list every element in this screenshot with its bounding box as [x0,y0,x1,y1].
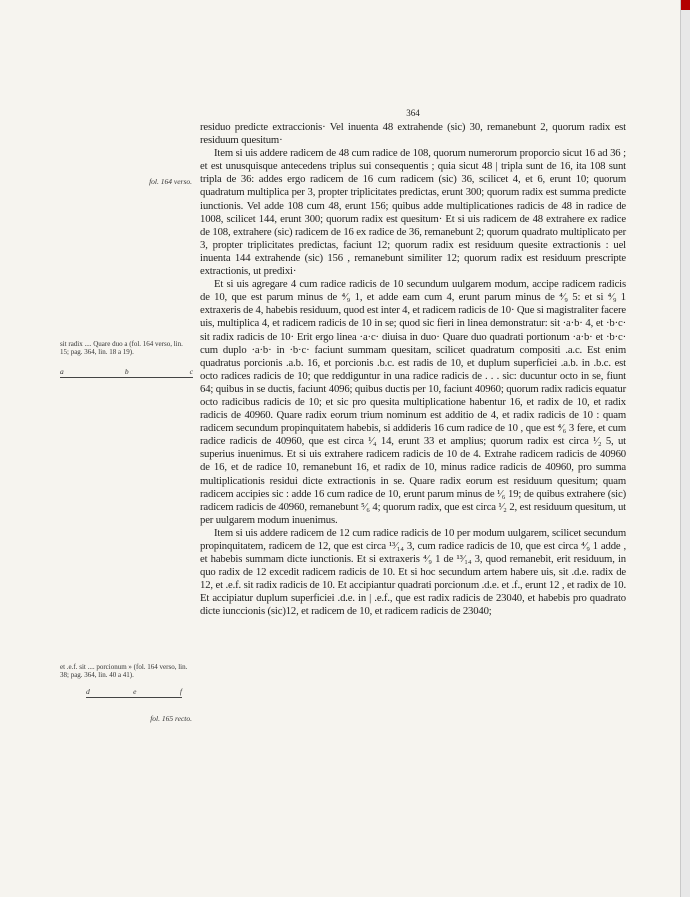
margin-figure-def [86,688,182,698]
paragraph: Et si uis agregare 4 cum radice radicis de 10 secundum uulgarem modum, accipe radicem radicis de 10, que est parum minus de ⁴⁄₉ 1, et adde eam cum 4, erunt parum minus de ⁴⁄₉ 5: et si ⁴⁄₉ 1 extraxeris de 4, habebis residuum, quod est inter 4, et radicem radicis de 10· Que si magistraliter facere uis, multiplica 4, et radicem radicis de 10 in se; quod sic fieri in linea demonstratur: sit ·a·b· 4, et ·b·c· sit radix radicis de 10· Erit ergo linea ·a·c· diuisa in duo· Quare duo quadrati portionum ·a·b· et ·b·c· cum duplo ·a·b· in ·b·c· faciunt summam quesitam, scilicet quadratum compositi .a.c. Est enim quadratus porcionis .a.b. 16, et porcionis .b.c. est radis de 10, et duplum superficiei .a.b. in .b.c. est octo radices radicis de 10; que reddiguntur in una radice radicis de . . . sic: ducuntur octo in se, fiunt 64; quibus in se ductis, faciunt 4096; quibus ductis per 10, faciunt 40960; quorum radix radicis equatur octo radicibus radicis de 10; et sic pro quesita multiplicatione habentur 16, et radix de 10, et radix radicis de 40960. Quare radix eorum trium nominum est additio de 4, et radix radicis de 10 : quam radicem secundum propinquitatem habebis, si addideris 16 cum radice de 10 , que est ⁴⁄₆ 3 fere, et cum radice radicis de 40960, que est circa ¹⁄₄ 14, erunt 33 et amplius; quorum radix est circa ¹⁄₂ 5, ut superius inuenimus. Et si uis extrahere radicem radicis de 10 de 4. Extrahe radicem radicis de 40960 de 16, et de radice 10, remanebunt 16, et radix de 10, minus radice radicis de 40960, pro summa multiplicationis residui dicte extractionis in se. Quare radix eorum est residuum quesitum; quam radicem accipies sic : adde 16 cum radice de 10, erunt parum minus de ¹⁄₆ 19; de quibus extrahere (sic) radicem radicis de 40960, remanebunt ⁵⁄₆ 4; quorum radix, que est circa ¹⁄₂ 2, est residuum quesitum, ut per uulgarem modum inuenimus. [200,278,626,526]
margin-figure-abc [60,368,193,378]
point-label: c [189,367,193,376]
main-text [200,121,626,619]
paragraph: residuo predicte extraccionis· Vel inuenta 48 extrahende (sic) 30, remanebunt 2, quorum radix est residuum quesitum· [200,121,626,147]
scroll-indicator[interactable] [681,0,690,10]
point-label: b [124,367,129,376]
paragraph: Item si uis addere radicem de 48 cum radice de 108, quorum numerorum proporcio sicut 16 ad 36 ; et est unusquisque antecedens triplus sui consequentis ; quia sicut 48 | tripla sunt de 16, ita 108 sunt tripla de 36: addes ergo radicem de 16 cum radicem (sic) 36, scilicet 4, et 6, erunt 10; quorum quadratum multiplica per 3, propter triplicitates predictas, erunt 300; quorum radix est summa predicte iunctionis. Vel adde 108 cum 48, erunt 156; quibus adde multiplicationes radicis de 48 in radice de 1008, scilicet 144, erunt 300; quorum radix est quesitum· Et si uis radicem de 48 extrahere ex radice de 108, extrahere (sic) radicem de 16 ex radice de 36, remanebunt 2; quorum quadrato multiplicato per 3, propter triplicitates predictas, faciunt 12; quorum radix est residuum quesite extractionis : uel inuenta 144 extrahende (sic) 156 , remanebunt similiter 12; quorum radix est residuum prescripte extractionis, ut predixi· [200,147,626,278]
margin-note-variant: et .e.f. sit .... porcionum » (fol. 164 verso, lin. 38; pag. 364, lin. 40 a 41). [60,663,188,679]
margin-note-folio: fol. 165 recto. [150,714,192,723]
margin-note-variant: sit radix .... Quare duo a (fol. 164 verso, lin. 15; pag. 364, lin. 18 a 19). [60,340,183,356]
point-label: e [133,687,137,696]
margin-note-folio: fol. 164 verso. [149,177,192,186]
page-number: 364 [406,108,420,118]
point-label: d [86,687,90,696]
line-segment [86,697,182,698]
point-label: a [60,367,64,376]
scrollbar[interactable] [680,0,690,897]
point-label: f [179,687,182,696]
line-segment [60,377,193,378]
paragraph: Item si uis addere radicem de 12 cum radice radicis de 10 per modum uulgarem, scilicet secundum propinquitatem, radicem de 12, que est circa ¹³⁄₁₄ 3, cum radice radicis de 10, que est circa ⁴⁄₉ 1 adde , et habebis summam dicte iunctionis. Et si extraxeris ⁴⁄₉ 1 de ¹³⁄₁₄ 3, quod remanebit, erit residuum, in quo radix de 12 excedit radicem radicis de 10. Et si hoc secundum artem habere uis, sit .d.e. radix de 12, et .e.f. sit radix radicis de 10. Et accipiantur quadrati porcionum .d.e. et .f., erunt 12 , et radix de 10. Et accipiatur duplum superficiei .d.e. in | .e.f., que est radix radicis de 23040, et habebis pro quadrato dicte iunccionis (sic)12, et radicem de 10, et radicem radicis de 23040; [200,526,626,618]
